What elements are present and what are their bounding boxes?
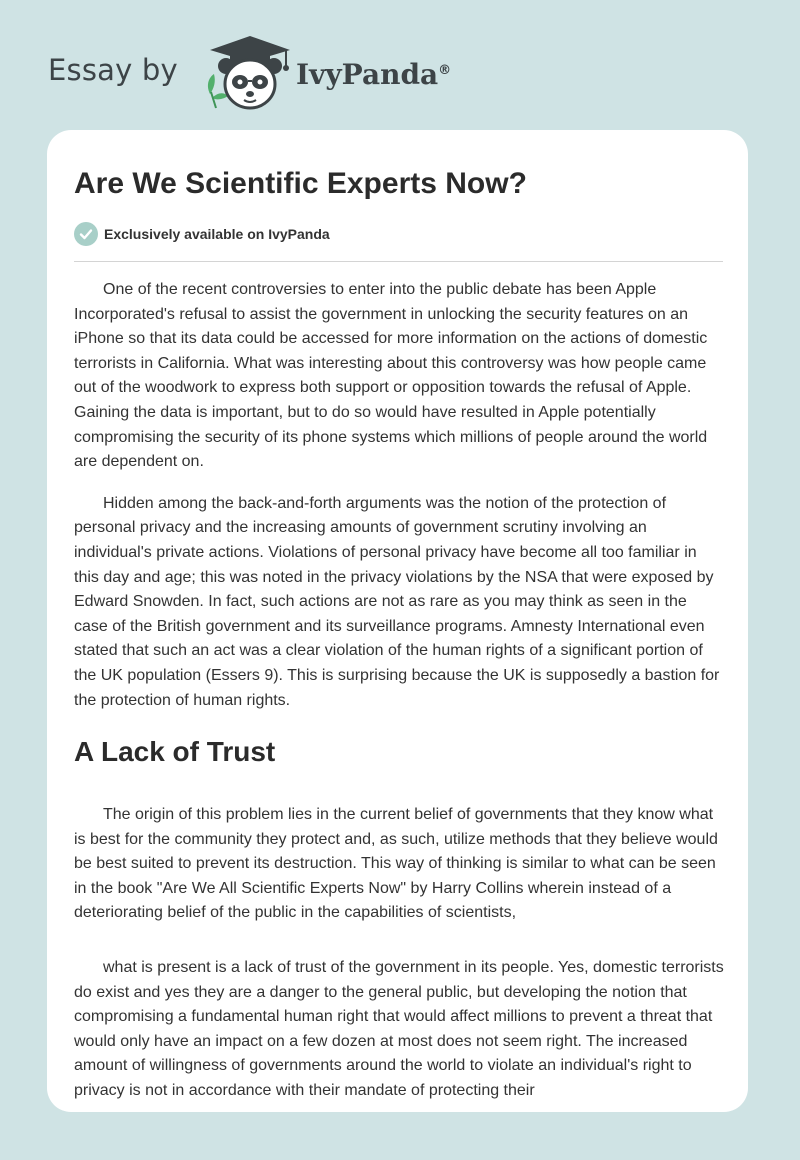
brand-name: IvyPanda [296, 58, 439, 91]
check-circle-icon [74, 222, 98, 246]
exclusive-badge-text: Exclusively available on IvyPanda [104, 226, 330, 242]
paragraph: Hidden among the back-and-forth arguments was the notion of the protection of personal privacy and the increasing amounts of government scrutiny involving an individual's private actions. Violations of personal privacy have become all too familiar in this day and age; this was noted in the privacy violations by the NSA that were exposed by Edward Snowden. In fact, such actions are not as rare as you may think as seen in the case of the British government and its surveillance programs. Amnesty International even stated that such an act was a clear violation of the human rights of a significant portion of the UK population (Essers 9). This is surprising because the UK is supposedly a bastion for the protection of human rights. [74, 494, 720, 709]
paragraph: what is present is a lack of trust of the government in its people. Yes, domestic terrorists do exist and yes they are a danger to the general public, but developing the notion that compromising a fundamental human right that would affect millions to prevent a threat that would only have an impact on a few dozen at most does not seem right. The increased amount of willingness of governments around the world to violate an individual's right to privacy is not in accordance with their mandate of protecting their [74, 959, 724, 1100]
essay-by-label: Essay by [48, 53, 178, 87]
paragraph: One of the recent controversies to enter into the public debate has been Apple Incorporated's refusal to assist the government in unlocking the security features on an iPhone so that its data could be accessed for more information on the actions of domestic terrorists in California. What was interesting about this controversy was how people came out of the woodwork to express both support or opposition towards the refusal of Apple. Gaining the data is important, but to do so would have resulted in Apple potentially compromising the security of its phone systems which millions of people around the world are dependent on. [74, 281, 708, 471]
exclusive-badge [74, 222, 330, 246]
site-header [0, 0, 800, 130]
divider [74, 261, 723, 262]
page-title: Are We Scientific Experts Now? [74, 167, 527, 200]
section-heading: A Lack of Trust [74, 736, 276, 768]
essay-card [47, 130, 748, 1112]
registered-mark: ® [438, 63, 452, 78]
paragraph: The origin of this problem lies in the current belief of governments that they know what is best for the community they protect and, as such, utilize methods that they believe would be best suited to prevent its destruction. This way of thinking is similar to what can be seen in the book "Are We All Scientific Experts Now" by Harry Collins wherein instead of a deteriorating belief of the public in the capabilities of scientists, [74, 806, 718, 922]
ivypanda-logo-icon[interactable] [200, 32, 295, 112]
essay-body [74, 278, 724, 1112]
ivypanda-brand[interactable] [296, 55, 451, 95]
